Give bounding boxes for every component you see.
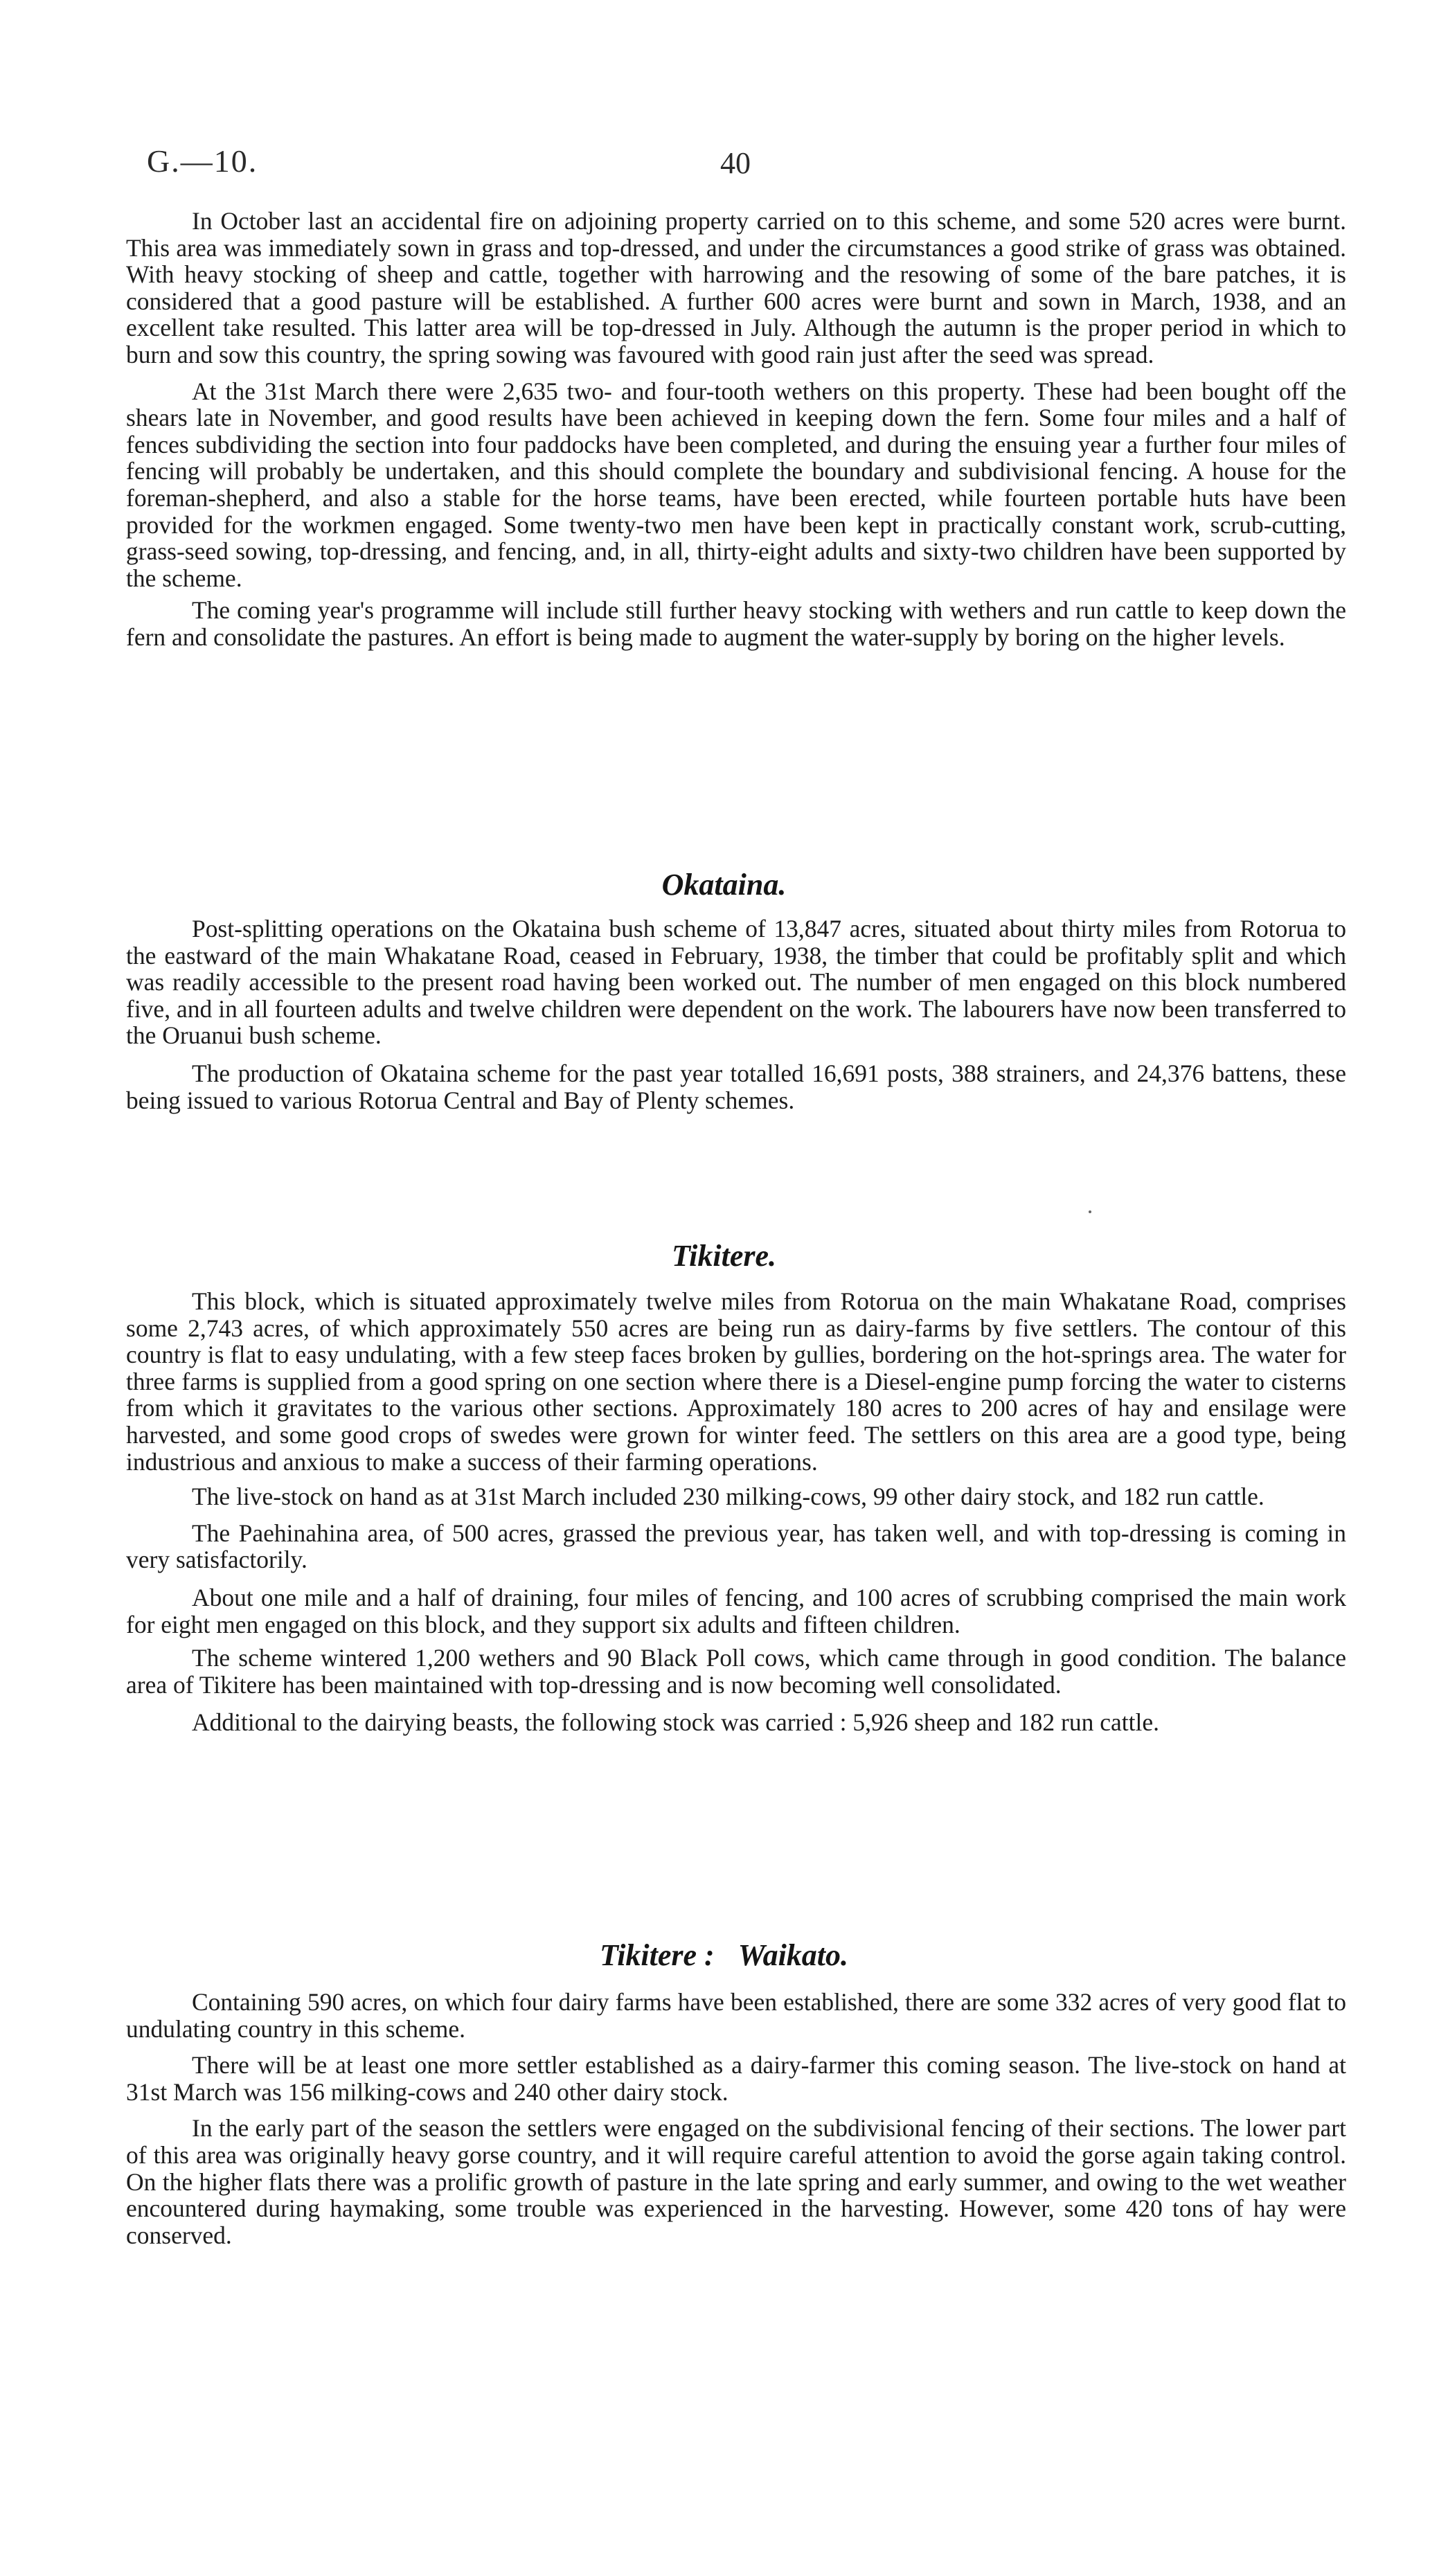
heading-part: Waikato. <box>738 1938 849 1972</box>
tikitere-waikato-section <box>126 1989 1346 2248</box>
paragraph: In October last an accidental fire on adjoining property carried on to this scheme, and some 520 acres were burnt. This area was immediately sown in grass and top-dressed, and under the circumstances a good strike of grass was obtained. With heavy stocking of sheep and cattle, together with harrowing and the resowing of some of the bare patches, it is considered that a good pasture will be established. A further 600 acres were burnt and sown in March, 1938, and an excellent take resulted. This latter area will be top-dressed in July. Although the autumn is the proper period in which to burn and sow this country, the spring sowing was favoured with good rain just after the seed was spread. <box>126 207 1346 368</box>
okataina-section <box>126 915 1346 1113</box>
paragraph: The coming year's programme will include still further heavy stocking with wethers and run cattle to keep down the fern and consolidate the pastures. An effort is being made to augment the water-supply by boring on the higher levels. <box>126 596 1346 651</box>
paragraph: There will be at least one more settler established as a dairy-farmer this coming season. The live-stock on hand at 31st March was 156 milking-cows and 240 other dairy stock. <box>126 2051 1346 2106</box>
stray-mark <box>1089 1210 1091 1213</box>
section-heading-tikitere: Tikitere. <box>671 1239 777 1273</box>
section-heading-okataina: Okataina. <box>661 868 787 902</box>
paragraph: The Paehinahina area, of 500 acres, grassed the previous year, has taken well, and with top-dressing is coming in very satisfactorily. <box>126 1519 1346 1574</box>
paragraph: Post-splitting operations on the Okataina bush scheme of 13,847 acres, situated about thirty miles from Rotorua to the eastward of the main Whakatane Road, ceased in February, 1938, the timber that could be profitably split and which was readily accessible to the present road having been worked out. The number of men engaged on this block numbered five, and in all fourteen adults and twelve children were dependent on the work. The labourers have now been transferred to the Oruanui bush scheme. <box>126 915 1346 1050</box>
paragraph: About one mile and a half of draining, four miles of fencing, and 100 acres of scrubbing comprised the main work for eight men engaged on this block, and they support six adults and fifteen children. <box>126 1583 1346 1638</box>
tikitere-section <box>126 1288 1346 1736</box>
document-reference: G.—10. <box>147 143 258 179</box>
paragraph: Containing 590 acres, on which four dairy farms have been established, there are some 332 acres of very good flat to undulating country in this scheme. <box>126 1988 1346 2043</box>
paragraph: At the 31st March there were 2,635 two- and four-tooth wethers on this property. These had been bought off the shears late in November, and good results have been achieved in keeping down the fern. Some four miles and a half of fences subdividing the section into four paddocks have been completed, and during the ensuing year a further four miles of fencing will probably be undertaken, and this should complete the boundary and subdivisional fencing. A house for the foreman-shepherd, and also a stable for the horse teams, have been erected, while fourteen portable huts have been provided for the workmen engaged. Some twenty-two men have been kept in practically constant work, scrub-cutting, grass-seed sowing, top-dressing, and fencing, and, in all, thirty-eight adults and sixty-two children have been supported by the scheme. <box>126 377 1346 592</box>
page-number: 40 <box>720 146 751 180</box>
paragraph: The production of Okataina scheme for the past year totalled 16,691 posts, 388 strainers, and 24,376 battens, these being issued to various Rotorua Central and Bay of Plenty schemes. <box>126 1059 1346 1114</box>
heading-part: Tikitere : <box>599 1938 715 1972</box>
intro-section <box>126 208 1346 651</box>
section-heading-tikitere-waikato <box>0 1938 1448 1973</box>
paragraph: This block, which is situated approximately twelve miles from Rotorua on the main Whakatane Road, comprises some 2,743 acres, of which approximately 550 acres are being run as dairy-farms by five settlers. The contour of this country is flat to easy undulating, with a few steep faces broken by gullies, bordering on the hot-springs area. The water for three farms is supplied from a good spring on one section where there is a Diesel-engine pump forcing the water to cisterns from which it gravitates to the various other sections. Approximately 180 acres to 200 acres of hay and ensilage were harvested, and some good crops of swedes were grown for winter feed. The settlers on this area are a good type, being industrious and anxious to make a success of their farming operations. <box>126 1287 1346 1476</box>
paragraph: Additional to the dairying beasts, the following stock was carried : 5,926 sheep and 182 run cattle. <box>192 1708 1159 1737</box>
paragraph: The scheme wintered 1,200 wethers and 90 Black Poll cows, which came through in good condition. The balance area of Tikitere has been maintained with top-dressing and is now becoming well consolidated. <box>126 1644 1346 1699</box>
paragraph: The live-stock on hand as at 31st March included 230 milking-cows, 99 other dairy stock, and 182 run cattle. <box>192 1483 1264 1511</box>
paragraph: In the early part of the season the settlers were engaged on the subdivisional fencing of their sections. The lower part of this area was originally heavy gorse country, and it will require careful attention to avoid the gorse again taking control. On the higher flats there was a prolific growth of pasture in the late spring and early summer, and owing to the wet weather encountered during haymaking, some trouble was experienced in the harvesting. However, some 420 tons of hay were conserved. <box>126 2114 1346 2249</box>
